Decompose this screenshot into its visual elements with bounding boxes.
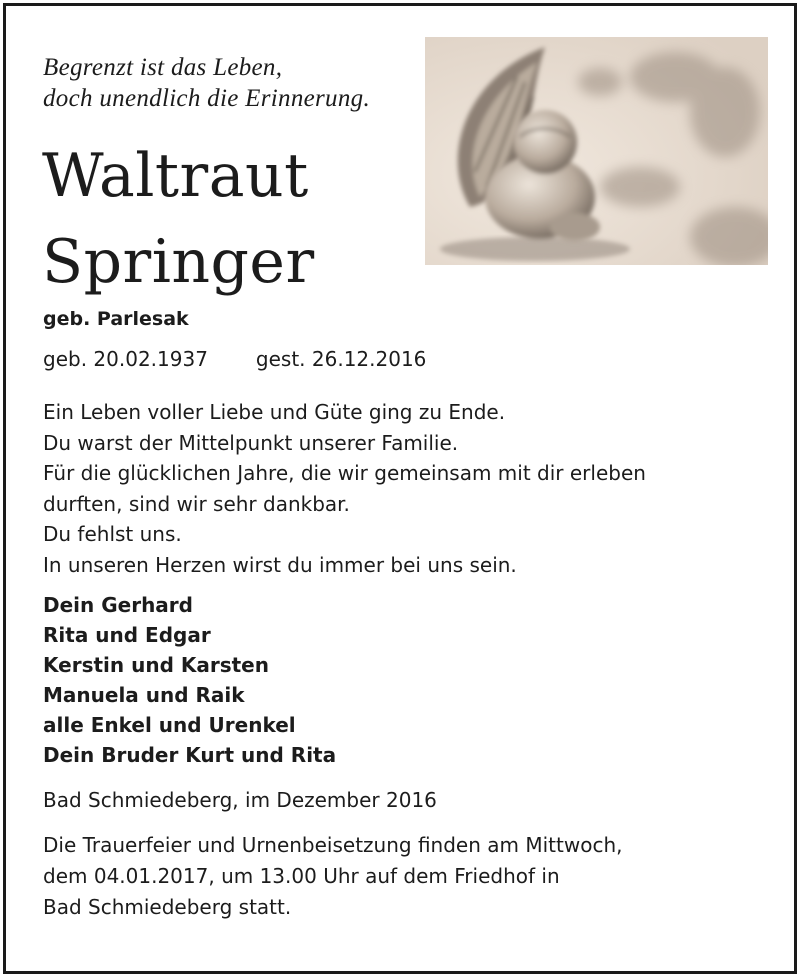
funeral-line: dem 04.01.2017, um 13.00 Uhr auf dem Friedhof in — [43, 864, 560, 888]
funeral-notice — [43, 830, 622, 923]
motto — [43, 52, 370, 114]
angel-photo — [425, 37, 768, 265]
funeral-line: Die Trauerfeier und Urnenbeisetzung finden am Mittwoch, — [43, 833, 623, 857]
text-line: Für die glücklichen Jahre, die wir gemeinsam mit dir erleben — [43, 461, 646, 485]
mourner: Kerstin und Karsten — [43, 653, 269, 677]
deceased-name — [42, 133, 315, 305]
text-line: Ein Leben voller Liebe und Güte ging zu Ende. — [43, 400, 506, 424]
text-line: durften, sind wir sehr dankbar. — [43, 491, 350, 516]
maiden-name: geb. Parlesak — [43, 308, 189, 330]
mourner: Dein Bruder Kurt und Rita — [43, 743, 337, 767]
mourner: alle Enkel und Urenkel — [43, 713, 296, 737]
funeral-line: Bad Schmiedeberg statt. — [43, 895, 292, 919]
obituary-text — [43, 397, 646, 580]
text-line: Du fehlst uns. — [43, 522, 182, 546]
angel-figurine-icon — [425, 37, 768, 265]
motto-line: doch unendlich die Erinnerung. — [43, 85, 370, 112]
mourners-list — [43, 590, 336, 770]
mourner: Rita und Edgar — [43, 623, 211, 647]
first-name: Waltraut — [42, 141, 309, 211]
motto-line: Begrenzt ist das Leben, — [43, 54, 283, 81]
birth-date: geb. 20.02.1937 — [43, 347, 208, 371]
place-date: Bad Schmiedeberg, im Dezember 2016 — [43, 788, 437, 812]
life-dates — [43, 347, 426, 371]
mourner: Manuela und Raik — [43, 683, 245, 707]
death-date: gest. 26.12.2016 — [255, 347, 427, 371]
last-name: Springer — [42, 227, 315, 297]
text-line: Du warst der Mittelpunkt unserer Familie. — [43, 430, 459, 455]
mourner: Dein Gerhard — [43, 593, 193, 617]
text-line: In unseren Herzen wirst du immer bei uns sein. — [43, 552, 517, 577]
